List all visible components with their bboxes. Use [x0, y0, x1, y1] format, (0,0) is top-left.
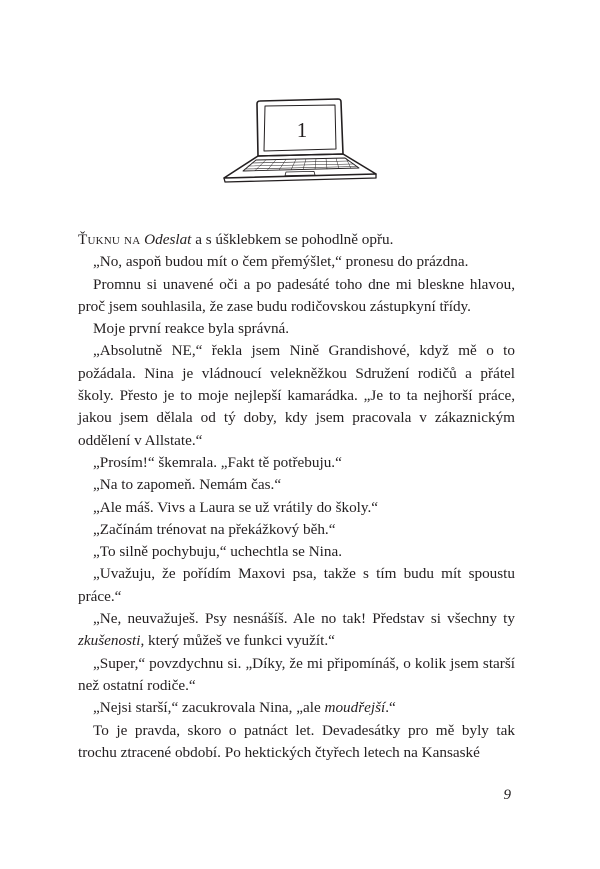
paragraph: Moje první reakce byla správná.	[93, 320, 290, 338]
paragraph: „Na to zapomeň. Nemám čas.“	[93, 476, 282, 494]
italic-text: moudřejší	[324, 699, 386, 717]
paragraph-text: a s úšklebkem se pohodlně opřu.	[191, 231, 394, 248]
paragraph	[78, 608, 515, 653]
drop-lead: Ťuknu na	[78, 231, 141, 248]
body-text	[78, 229, 515, 764]
chapter-header	[214, 92, 384, 188]
italic-text: zkušenosti	[78, 632, 141, 650]
paragraph: „To silně pochybuju,“ uchechtla se Nina.	[93, 543, 343, 561]
paragraph-text: .“	[385, 699, 396, 717]
paragraph: „Ale máš. Vivs a Laura se už vrátily do školy.“	[93, 498, 379, 516]
paragraph: „Začínám trénovat na překážkový běh.“	[93, 520, 336, 538]
page-number: 9	[503, 787, 511, 803]
paragraph	[78, 229, 515, 251]
chapter-number: 1	[296, 118, 308, 142]
paragraph: „Prosím!“ škemrala. „Fakt tě potřebuju.“	[93, 453, 342, 471]
paragraph-text: „Nejsi starší,“ zacukrovala Nina, „ale	[93, 699, 325, 717]
paragraph: „Super,“ povzdychnu si. „Díky, že mi připomínáš, o kolik jsem starší než ostatní rodiče.“	[78, 654, 515, 694]
paragraph-text: „Ne, neuvažuješ. Psy nesnášíš. Ale no tak! Představ si všechny ty	[93, 610, 515, 628]
paragraph: To je pravda, skoro o patnáct let. Devadesátky pro mě byly tak trochu ztracené období. Po hektických čtyřech letech na Kansaské	[78, 721, 515, 761]
paragraph	[78, 697, 515, 719]
italic-text: Odeslat	[144, 231, 192, 248]
paragraph: „No, aspoň budou mít o čem přemýšlet,“ pronesu do prázdna.	[93, 253, 469, 271]
paragraph: „Absolutně NE,“ řekla jsem Nině Grandishové, když mě o to požádala. Nina je vládnoucí velekněžkou Sdružení rodičů a přátel školy. Přesto je to moje nejlepší kamarádka. „Je to ta nejhorší práce, jakou jsem dělala od tý doby, kdy jsem pracovala v zákaznickým oddělení v Allstate.“	[78, 342, 515, 449]
paragraph: „Uvažuju, že pořídím Maxovi psa, takže s tím budu mít spoustu práce.“	[78, 565, 515, 605]
paragraph: Promnu si unavené oči a po padesáté toho dne mi bleskne hlavou, proč jsem souhlasila, že zase budu rodičovskou zástupkyní třídy.	[78, 275, 515, 315]
paragraph-text: , který můžeš ve funkci využít.“	[140, 632, 335, 650]
